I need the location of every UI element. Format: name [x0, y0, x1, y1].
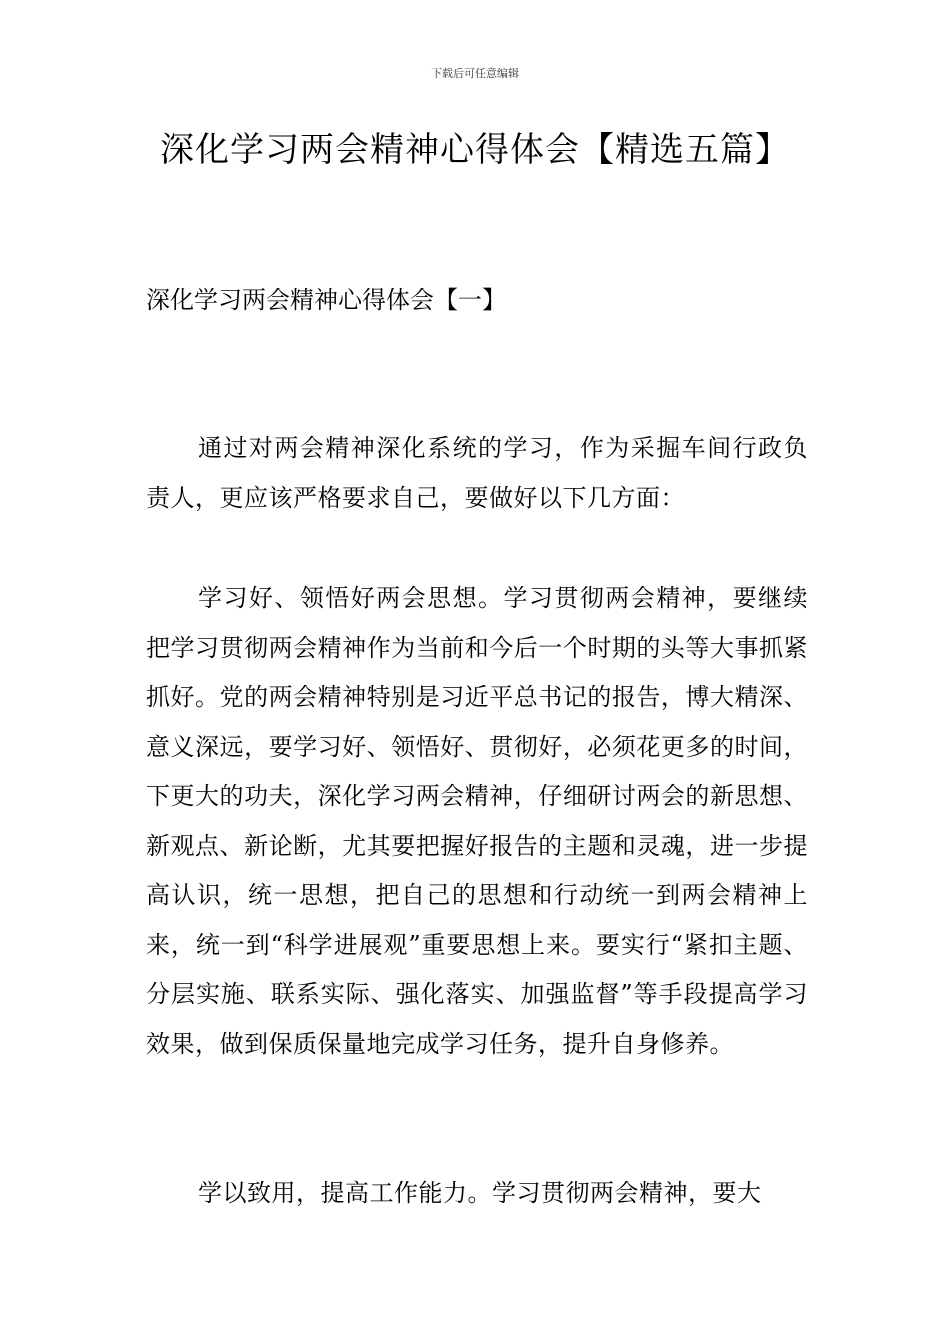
paragraph-2: 学习好、领悟好两会思想。学习贯彻两会精神，要继续把学习贯彻两会精神作为当前和今后一个时期的头等大事抓紧抓好。党的两会精神特别是习近平总书记的报告，博大精深、意义深远，要学习好、领悟好、贯彻好，必须花更多的时间，下更大的功夫，深化学习两会精神，仔细研讨两会的新思想、新观点、新论断，尤其要把握好报告的主题和灵魂，进一步提高认识，统一思想，把自己的思想和行动统一到两会精神上来，统一到“科学进展观”重要思想上来。要实行“紧扣主题、分层实施、联系实际、强化落实、加强监督”等手段提高学习效果，做到保质保量地完成学习任务，提升自身修养。	[146, 584, 808, 1058]
header-note: 下载后可任意编辑	[431, 67, 519, 80]
paragraph-1: 通过对两会精神深化系统的学习，作为采掘车间行政负责人，更应该严格要求自己，要做好以下几方面：	[146, 434, 808, 512]
paragraph-3: 学以致用，提高工作能力。学习贯彻两会精神，要大	[198, 1179, 762, 1207]
document-title: 深化学习两会精神心得体会【精选五篇】	[160, 130, 790, 170]
section-heading: 深化学习两会精神心得体会【一】	[146, 286, 506, 314]
